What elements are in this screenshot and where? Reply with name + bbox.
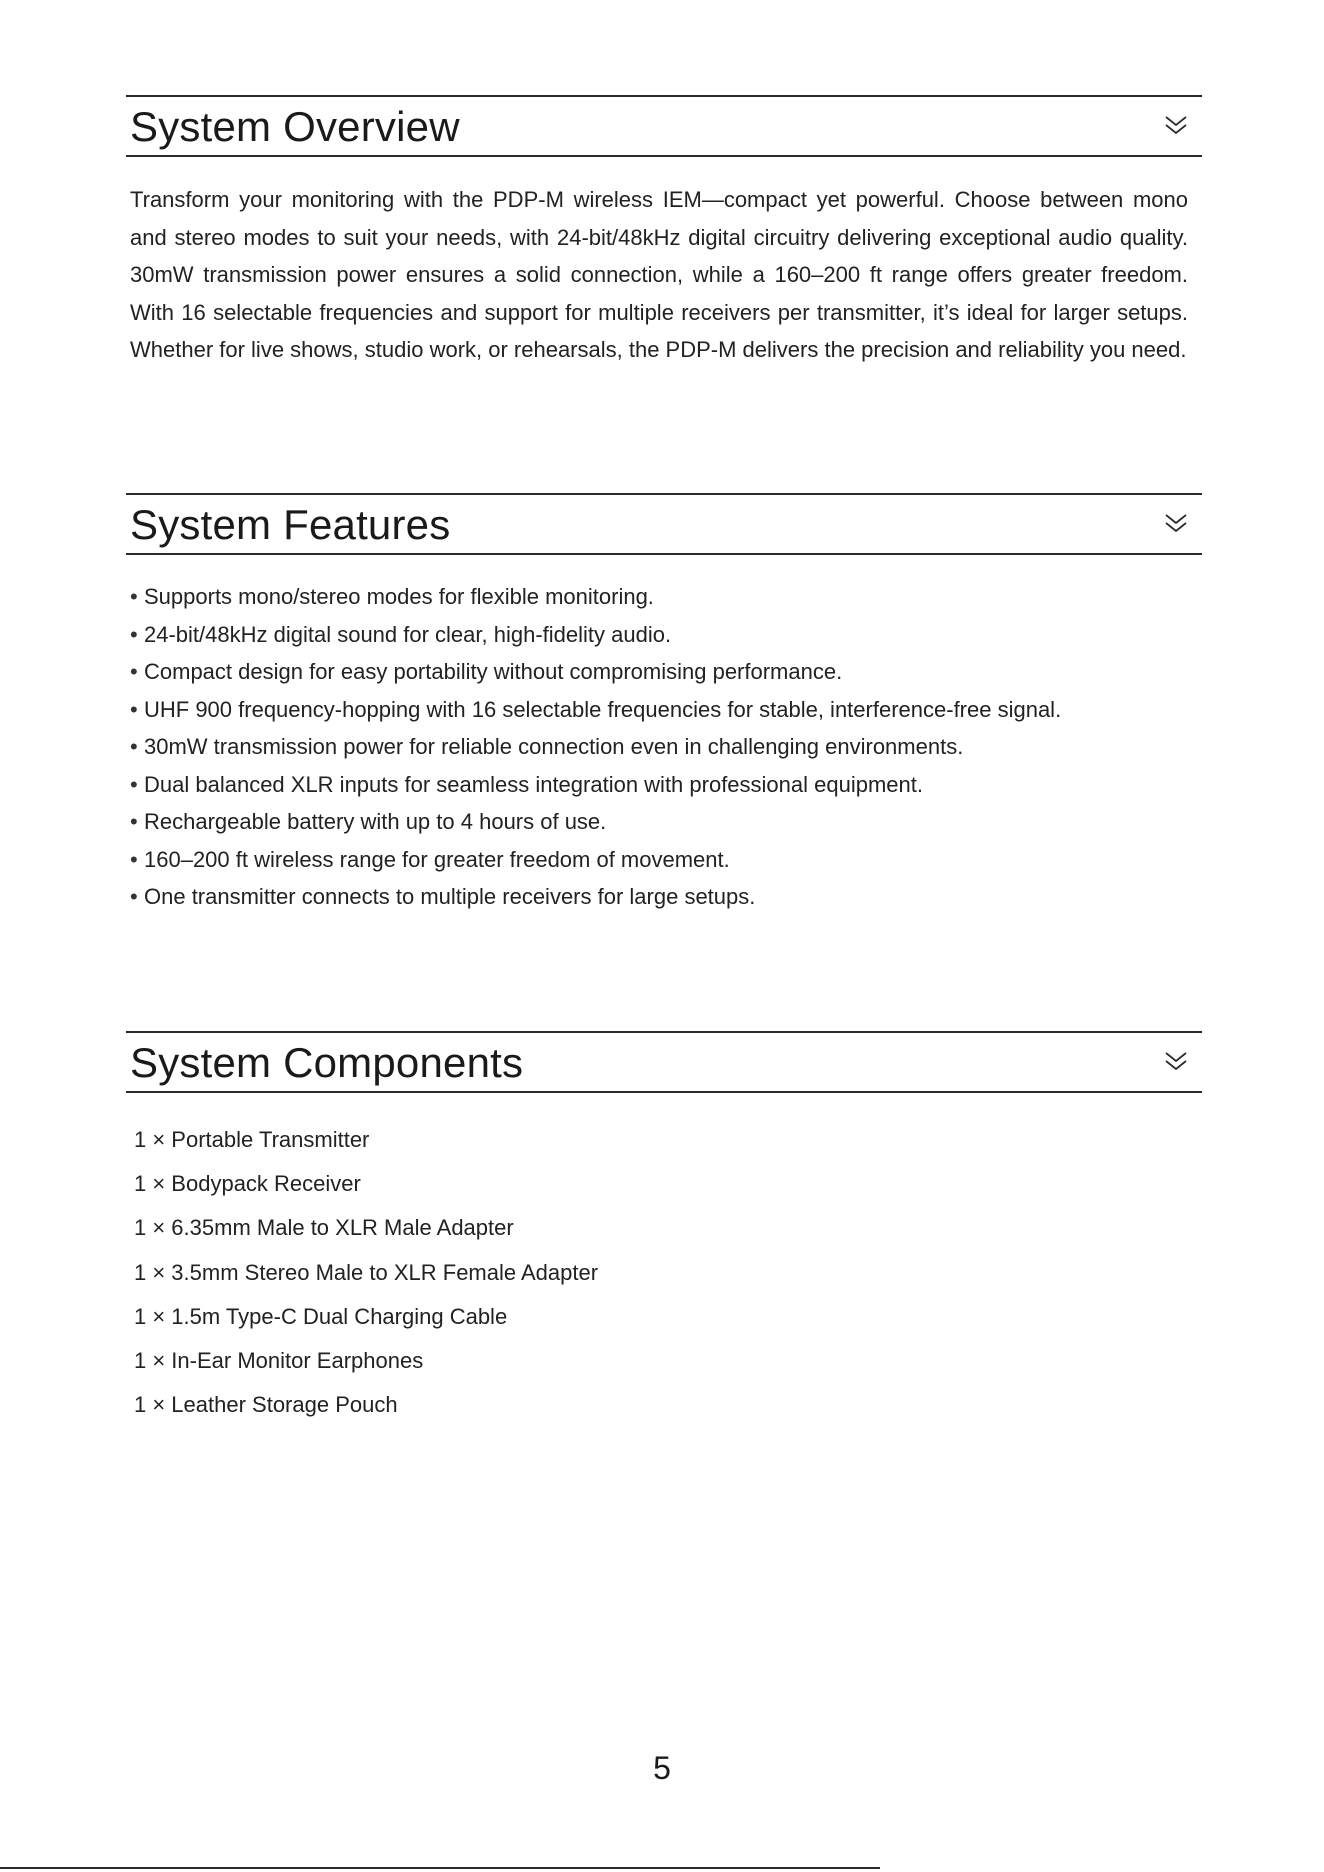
chevron-double-down-icon[interactable] [1164,512,1188,536]
list-item [130,691,1202,729]
feature-text: 160–200 ft wireless range for greater freedom of movement. [144,846,730,872]
list-item: 1 × Portable Transmitter [134,1127,370,1152]
list-item [130,841,1202,879]
bullet-icon: • [130,771,138,797]
component-list [134,1118,1202,1427]
list-item: 1 × 1.5m Type-C Dual Charging Cable [134,1303,508,1329]
list-item [130,578,1202,616]
overview-header[interactable] [126,95,1202,157]
components-section [126,1031,1202,1427]
features-section [126,493,1202,916]
feature-text: 24-bit/48kHz digital sound for clear, high-fidelity audio. [144,621,672,647]
overview-section [126,95,1202,369]
feature-list [130,578,1202,916]
feature-text: 30mW transmission power for reliable connection even in challenging environments. [144,734,964,759]
feature-text: UHF 900 frequency-hopping with 16 selectable frequencies for stable, interference-free signal. [144,696,1062,722]
feature-text: Dual balanced XLR inputs for seamless integration with professional equipment. [144,771,923,797]
bullet-icon: • [130,621,138,647]
list-item [130,616,1202,654]
components-header[interactable] [126,1031,1202,1093]
chevron-double-down-icon[interactable] [1164,1050,1188,1074]
list-item: 1 × 3.5mm Stereo Male to XLR Female Adapter [134,1259,599,1285]
list-item [130,803,1202,841]
list-item: 1 × Bodypack Receiver [134,1171,361,1197]
list-item [130,766,1202,804]
feature-text: Rechargeable battery with up to 4 hours of use. [144,809,607,834]
overview-body: Transform your monitoring with the PDP-M wireless IEM—compact yet powerful. Choose between mono and stereo modes to suit your needs, with 24-bit/48kHz digital circuitry delivering exceptional audio quality. 30mW transmission power ensures a solid connection, while a 160–200 ft range offers greater freedom. With 16 selectable frequencies and support for multiple receivers per transmitter, it’s ideal for larger setups. Whether for live shows, studio work, or rehearsals, the PDP-M delivers the precision and reliability you need. [130,187,1188,362]
features-header[interactable] [126,493,1202,555]
bullet-icon: • [130,734,138,759]
page-number: 5 [653,1750,671,1786]
list-item: 1 × 6.35mm Male to XLR Male Adapter [134,1215,514,1241]
bullet-icon: • [130,696,138,722]
bullet-icon: • [130,809,138,834]
bullet-icon: • [130,659,138,684]
list-item [130,878,1202,916]
feature-text: Supports mono/stereo modes for flexible monitoring. [144,584,654,609]
feature-text: Compact design for easy portability without compromising performance. [144,659,843,684]
chevron-double-down-icon[interactable] [1164,114,1188,138]
components-title: System Components [130,1039,524,1086]
list-item: 1 × Leather Storage Pouch [134,1392,398,1418]
bullet-icon: • [130,884,138,909]
features-title: System Features [130,501,451,548]
overview-title: System Overview [130,103,460,150]
footer-divider [0,1867,880,1869]
list-item [130,653,1202,691]
bullet-icon: • [130,846,138,872]
list-item [130,728,1202,766]
bullet-icon: • [130,584,138,609]
feature-text: One transmitter connects to multiple receivers for large setups. [144,884,756,909]
list-item: 1 × In-Ear Monitor Earphones [134,1348,424,1374]
